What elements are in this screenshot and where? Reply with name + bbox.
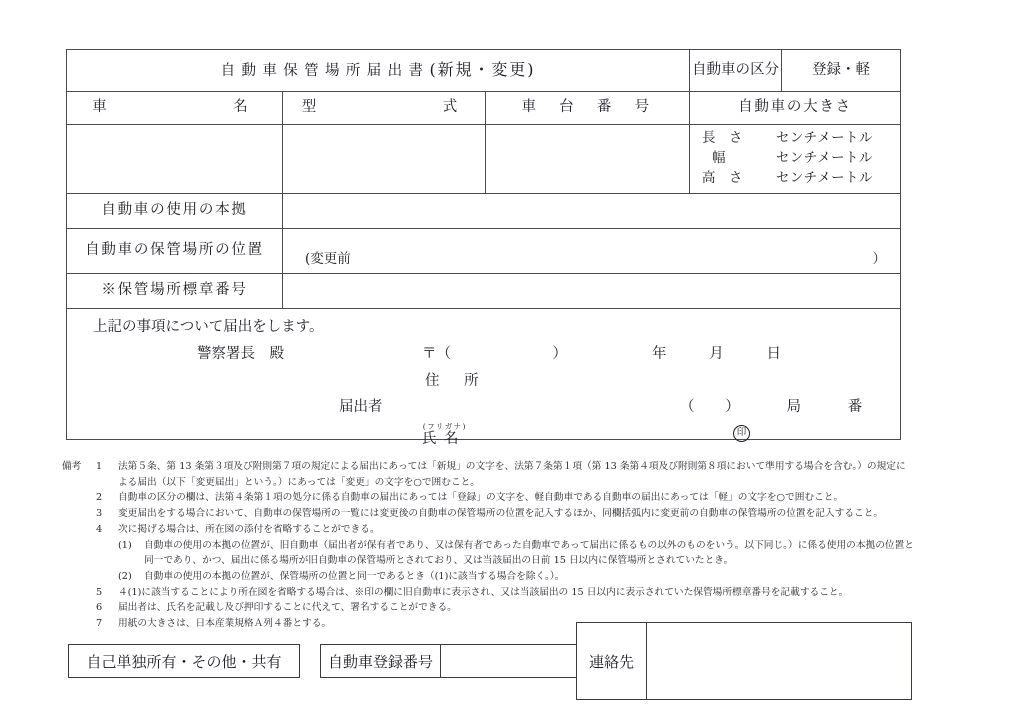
form-title-suffix: (新規・変更)	[429, 60, 536, 80]
tel-ban-label: 番	[847, 398, 863, 415]
storage-label-number-input[interactable]	[283, 273, 901, 308]
declaration-cell	[67, 308, 901, 447]
note-3-line-1: 変更届出をする場合において、自動車の保管場所の一覧には変更後の自動車の保管場所の位置を記入するほか、同欄括弧内に変更前の自動車の保管場所の位置を記入すること。	[118, 508, 884, 520]
col-header-model	[283, 92, 486, 125]
registration-label-cell	[321, 645, 441, 677]
note-4-sub-1-line-2: 同一であり、かつ、届出に係る場所が旧自動車の保管場所とされており、又は当該届出の日前 15 日以内に保管場所とされていたとき。	[144, 555, 734, 567]
category-label: 自動車の区分	[692, 61, 779, 78]
storage-label-number-label: ※保管場所標章番号	[101, 282, 248, 299]
note-number-7: 7	[96, 618, 103, 630]
note-1-line-1: 法第５条、第 13 条第３項及び附則第７項の規定による届出にあっては「新規」の文字を、法第７条第１項（第 13 条第４項及び附則第８項において準用する場合を含む。）の規定に	[118, 461, 906, 472]
row-label-number	[67, 273, 901, 308]
category-label-cell	[690, 50, 782, 92]
storage-location-label: 自動車の保管場所の位置	[85, 242, 264, 259]
col-header-car-name	[67, 92, 283, 125]
note-4-line-1: 次に掲げる場合は、所在図の添付を省略することができる。	[118, 523, 380, 535]
col-header-chassis-no	[486, 92, 690, 125]
notes-section	[62, 459, 1017, 632]
note-1-line-2: よる届出（以下「変更届出」という。）にあっては「変更」の文字を○で囲むこと。	[118, 476, 480, 488]
police-chief-label: 警察署長 殿	[197, 345, 284, 362]
size-width-label: 幅	[712, 149, 726, 166]
note-5-line-1: ４(1)に該当することにより所在図を省略する場合は、※印の欄に旧自動車に表示され、又は当該届出の 15 日以内に表示されていた保管場所標章番号を記載すること。	[118, 586, 849, 598]
chassis-no-input[interactable]	[486, 125, 690, 194]
date-field[interactable]	[652, 345, 782, 365]
note-7-line-1: 用紙の大きさは、日本産業規格Ａ列４番とする。	[118, 618, 332, 630]
category-value-cell[interactable]	[782, 50, 901, 92]
chassis-no-label: 車 台 番 号	[521, 99, 654, 116]
label-storage-location	[67, 228, 283, 273]
model-label: 型 式	[301, 99, 467, 116]
column-header-row	[67, 92, 901, 125]
address-label: 住 所	[425, 372, 484, 389]
note-number-5: 5	[96, 586, 103, 598]
contact-box	[576, 622, 912, 700]
tel-kyoku-label: 局	[786, 398, 802, 415]
category-value: 登録・軽	[812, 61, 870, 78]
date-month-label: 月	[709, 345, 725, 362]
size-length-label: 長 さ	[702, 130, 743, 146]
note-number-4: 4	[96, 523, 103, 535]
note-4-subitem-1	[62, 538, 1017, 554]
previous-location-open: (変更前	[305, 250, 351, 267]
usage-base-input[interactable]	[283, 193, 901, 228]
ownership-label: 自己単独所有・その他・共有	[86, 652, 282, 671]
previous-location-close: ）	[872, 250, 886, 267]
size-width-unit: センチメートル	[776, 149, 873, 166]
model-input[interactable]	[283, 125, 486, 194]
name-label-group	[422, 422, 466, 450]
ownership-box[interactable]	[68, 644, 300, 678]
size-length-unit: センチメートル	[776, 130, 873, 146]
note-item-4	[62, 522, 1017, 538]
note-4-sub-1-tag: (1)	[118, 539, 132, 551]
note-4-sub-2-line-1: 自動車の使用の本拠の位置が、保管場所の位置と同一であるとき（(1)に該当する場合を除く。）。	[144, 571, 565, 583]
tel-open-paren: （	[680, 398, 696, 415]
registration-value-field[interactable]	[441, 645, 581, 677]
vehicle-entry-row	[67, 125, 901, 194]
note-number-3: 3	[96, 508, 103, 520]
note-item-5	[62, 585, 1017, 601]
furigana-ruby-2: ガナ)	[444, 421, 467, 431]
note-6-line-1: 届出者は、氏名を記載し及び押印することに代えて、署名することができる。	[118, 602, 457, 614]
label-storage-label-number	[67, 273, 283, 308]
car-name-input[interactable]	[67, 125, 283, 194]
size-label: 自動車の大きさ	[738, 99, 852, 116]
name-kanji-2: 名ガナ)	[444, 421, 467, 447]
size-row-length[interactable]	[690, 129, 900, 149]
car-name-label: 車 名	[92, 99, 257, 116]
size-row-height[interactable]	[690, 169, 900, 189]
label-usage-base	[67, 193, 283, 228]
size-height-unit: センチメートル	[776, 169, 873, 186]
declaration-row	[67, 308, 901, 439]
size-row-width[interactable]	[690, 149, 900, 169]
note-4-subitem-2	[62, 569, 1017, 585]
note-item-3	[62, 506, 1017, 522]
row-storage-location	[67, 228, 901, 273]
size-height-label: 高 さ	[702, 169, 743, 186]
declaration-inner	[67, 309, 900, 447]
note-number-1: 1	[96, 461, 103, 472]
note-4-sub-1-line-1: 自動車の使用の本拠の位置が、旧自動車（届出者が保有者であり、又は保有者であった自動車であって届出に係るもの以外のものをいう。以下同じ。）に係る使用の本拠の位置と	[144, 539, 914, 551]
applicant-label: 届出者	[339, 398, 383, 415]
date-year-label: 年	[652, 345, 668, 362]
form-title-cell	[67, 50, 690, 92]
declaration-statement: 上記の事項について届出をします。	[93, 318, 324, 335]
col-header-size	[690, 92, 901, 125]
note-item-2	[62, 490, 1017, 506]
telephone-field[interactable]	[680, 398, 863, 418]
registration-label: 自動車登録番号	[327, 652, 433, 671]
storage-location-input[interactable]	[283, 228, 901, 273]
usage-base-label: 自動車の使用の本拠	[101, 202, 248, 219]
title-row	[67, 50, 901, 92]
notes-heading: 備考	[62, 461, 82, 472]
note-2-line-1: 自動車の区分の欄は、法第４条第１項の処分に係る自動車の届出にあっては「登録」の文字を、軽自動車である自動車の届出にあっては「軽」の文字を○で囲むこと。	[118, 492, 844, 504]
vehicle-storage-form-table	[66, 49, 901, 447]
note-number-6: 6	[96, 602, 103, 614]
date-day-label: 日	[766, 345, 782, 362]
contact-label-cell	[577, 623, 647, 699]
seal-icon: 印	[733, 425, 750, 442]
contact-value-field[interactable]	[647, 623, 911, 699]
note-4-sub-2-tag: (2)	[118, 571, 132, 583]
note-number-2: 2	[96, 492, 103, 504]
size-stack	[690, 121, 900, 197]
contact-label: 連絡先	[588, 652, 634, 671]
form-title: 自動車保管場所届出書	[220, 63, 430, 80]
seal-stamp-area[interactable]	[733, 422, 750, 442]
row-usage-base	[67, 193, 901, 228]
size-fields-cell	[690, 125, 901, 194]
furigana-ruby-1: (フリ	[422, 421, 445, 431]
registration-number-box	[320, 644, 582, 678]
postal-code-field[interactable]: 〒（ ）	[422, 345, 567, 362]
name-kanji-1: 氏(フリ	[422, 421, 445, 447]
note-item-1	[62, 459, 1017, 475]
name-label	[422, 421, 467, 447]
tel-close-paren: ）	[725, 398, 741, 415]
note-text-1	[118, 459, 1017, 475]
note-item-6	[62, 600, 1017, 616]
